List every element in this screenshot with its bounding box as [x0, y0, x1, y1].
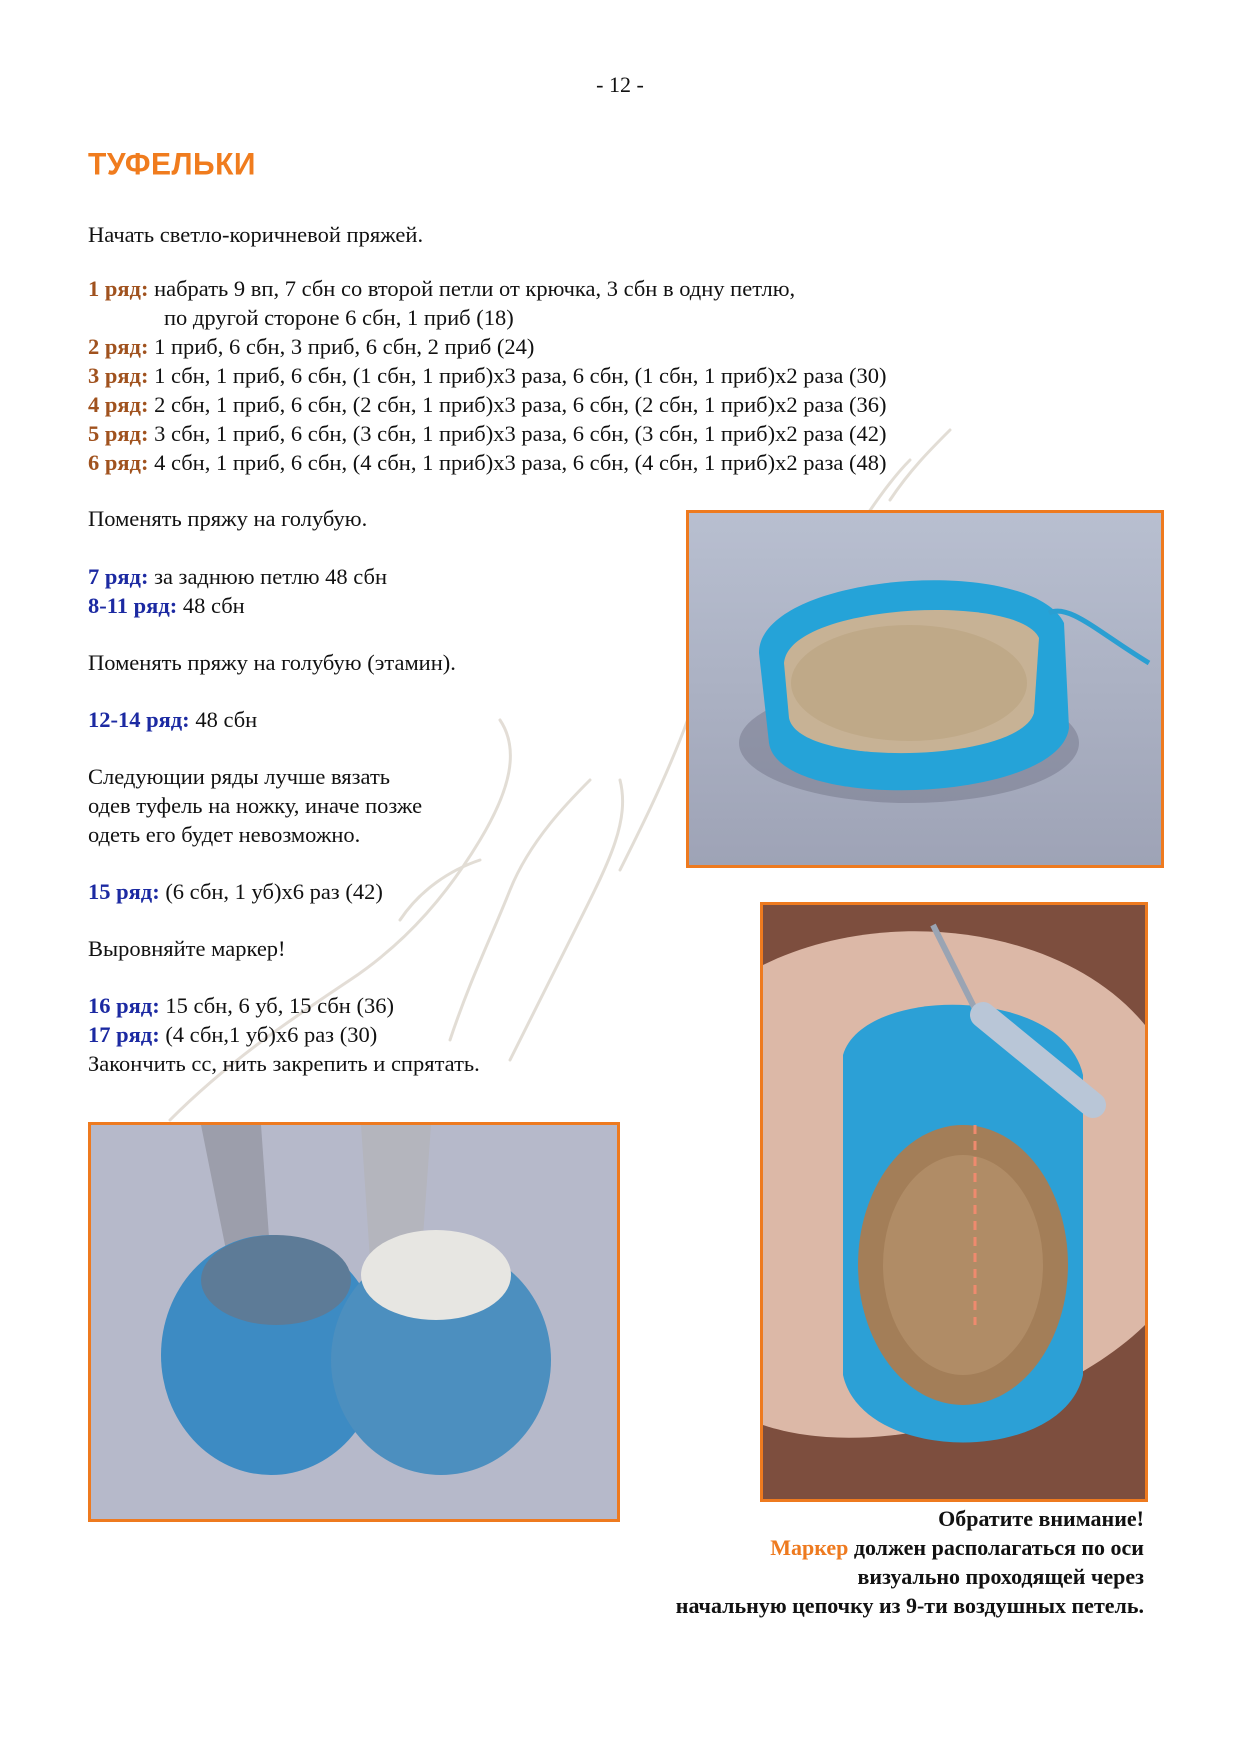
advice-line-3: одеть его будет невозможно.	[88, 822, 361, 847]
row-7-text: за заднюю петлю 48 сбн	[148, 564, 388, 589]
row-17-text: (4 сбн,1 уб)х6 раз (30)	[159, 1022, 378, 1047]
row-5-label: 5 ряд:	[88, 421, 149, 446]
intro-text: Начать светло-коричневой пряжей.	[88, 222, 424, 247]
row-15-text: (6 сбн, 1 уб)х6 раз (42)	[159, 879, 383, 904]
align-marker-text: Выровняйте маркер!	[88, 936, 286, 961]
row-7-label: 7 ряд:	[88, 564, 149, 589]
row-2	[88, 332, 534, 361]
row-1-text: набрать 9 вп, 7 сбн со второй петли от крючка, 3 сбн в одну петлю,	[148, 276, 796, 301]
photo-shoe-sole	[686, 510, 1164, 868]
note-marker-word: Маркер	[770, 1535, 849, 1560]
note-line-3: визуально проходящей через	[857, 1564, 1144, 1589]
row-1-label: 1 ряд:	[88, 276, 149, 301]
row-4-label: 4 ряд:	[88, 392, 149, 417]
note-line-1: Обратите внимание!	[938, 1506, 1144, 1531]
row-3-text: 1 сбн, 1 приб, 6 сбн, (1 сбн, 1 приб)х3 раза, 6 сбн, (1 сбн, 1 приб)х2 раза (30)	[148, 363, 887, 388]
page-number: - 12 -	[596, 72, 644, 97]
section-title: ТУФЕЛЬКИ	[88, 147, 256, 182]
row-4-text: 2 сбн, 1 приб, 6 сбн, (2 сбн, 1 приб)х3 раза, 6 сбн, (2 сбн, 1 приб)х2 раза (36)	[148, 392, 887, 417]
photo-shoe-marker	[760, 902, 1148, 1502]
row-8-11-text: 48 сбн	[177, 593, 245, 618]
change-yarn-etamine: Поменять пряжу на голубую (этамин).	[88, 650, 456, 675]
row-12-14	[88, 705, 257, 734]
note-line-2	[770, 1533, 1144, 1562]
row-4	[88, 390, 886, 419]
row-12-14-text: 48 сбн	[189, 707, 258, 732]
row-8-11-label: 8-11 ряд:	[88, 593, 178, 618]
advice-line-1: Следующии ряды лучше вязать	[88, 764, 391, 789]
advice-line-2: одев туфель на ножку, иначе позже	[88, 793, 423, 818]
note-line-4: начальную цепочку из 9-ти воздушных петель.	[675, 1593, 1144, 1618]
row-3-label: 3 ряд:	[88, 363, 149, 388]
finish-text: Закончить сс, нить закрепить и спрятать.	[88, 1051, 480, 1076]
row-3	[88, 361, 886, 390]
row-17	[88, 1020, 377, 1049]
row-2-text: 1 приб, 6 сбн, 3 приб, 6 сбн, 2 приб (24)	[148, 334, 535, 359]
row-7	[88, 562, 387, 591]
photo-finished-shoes	[88, 1122, 620, 1522]
change-yarn-blue: Поменять пряжу на голубую.	[88, 506, 368, 531]
row-6-text: 4 сбн, 1 приб, 6 сбн, (4 сбн, 1 приб)х3 раза, 6 сбн, (4 сбн, 1 приб)х2 раза (48)	[148, 450, 887, 475]
row-5-text: 3 сбн, 1 приб, 6 сбн, (3 сбн, 1 приб)х3 раза, 6 сбн, (3 сбн, 1 приб)х2 раза (42)	[148, 421, 887, 446]
row-12-14-label: 12-14 ряд:	[88, 707, 190, 732]
row-15	[88, 877, 383, 906]
row-2-label: 2 ряд:	[88, 334, 149, 359]
row-16-text: 15 сбн, 6 уб, 15 сбн (36)	[159, 993, 394, 1018]
row-6	[88, 448, 886, 477]
row-6-label: 6 ряд:	[88, 450, 149, 475]
row-17-label: 17 ряд:	[88, 1022, 160, 1047]
note-line-2-rest: должен располагаться по оси	[848, 1535, 1144, 1560]
row-1	[88, 274, 795, 303]
row-1-continuation: по другой стороне 6 сбн, 1 приб (18)	[164, 305, 514, 330]
row-16	[88, 991, 394, 1020]
row-8-11	[88, 591, 245, 620]
row-5	[88, 419, 886, 448]
row-15-label: 15 ряд:	[88, 879, 160, 904]
row-16-label: 16 ряд:	[88, 993, 160, 1018]
